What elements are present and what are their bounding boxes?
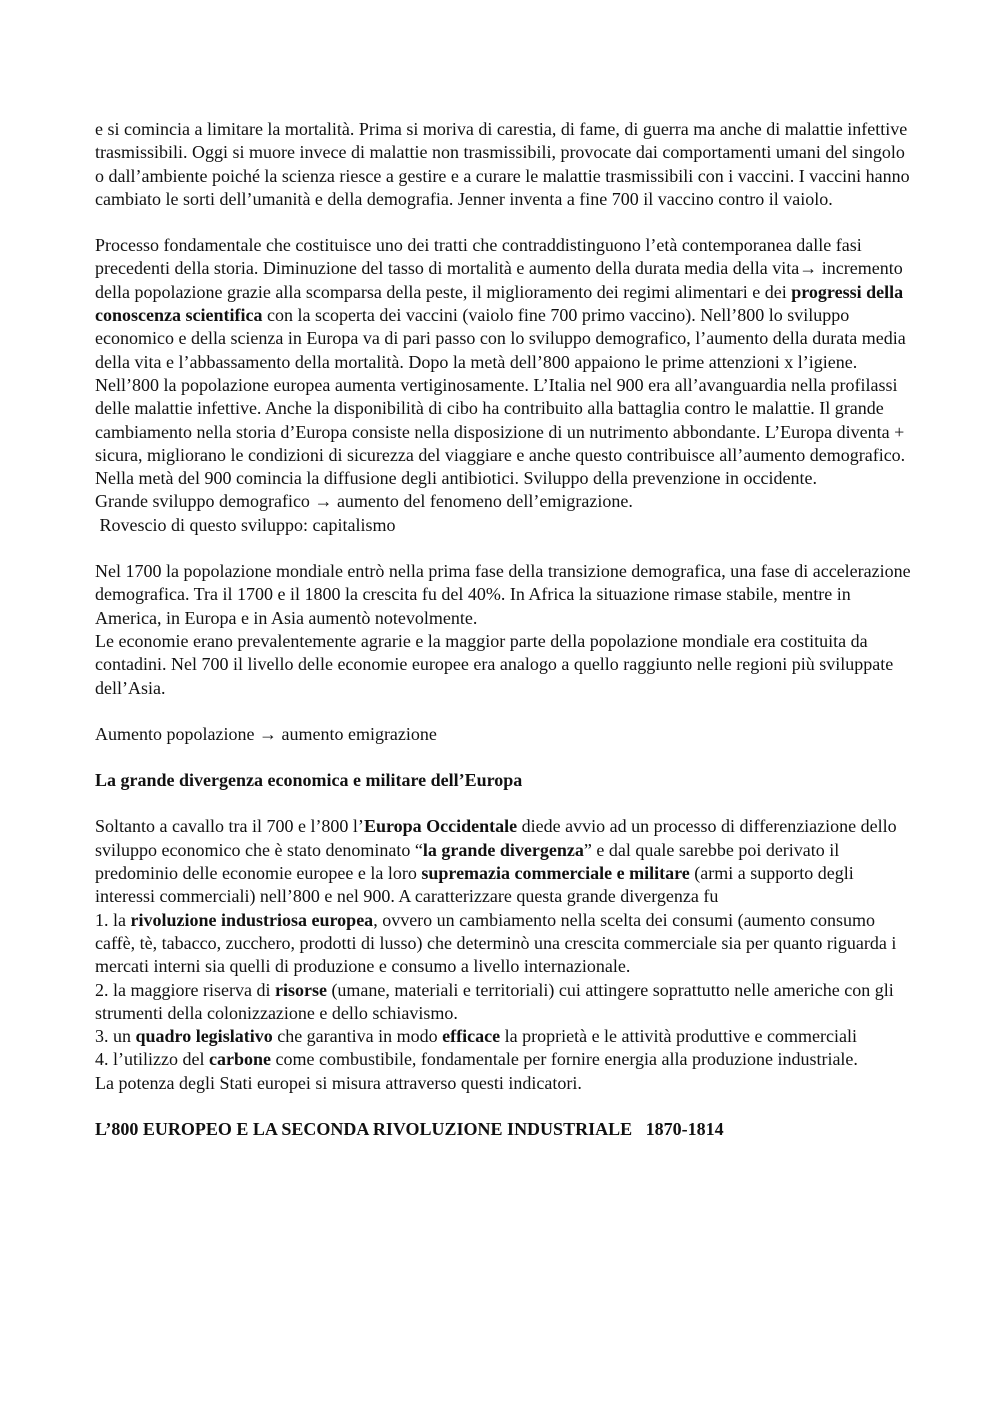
paragraph-emigration (95, 490, 915, 513)
text-run: con la scoperta dei vaccini (vaiolo fine 700 primo vaccino). Nell’800 lo sviluppo economico e della scienza in Europa va di pari passo con lo sviluppo demografico, l’aumento della durata media della vita e l’abbassamento della mortalità. Dopo la metà dell’800 appaiono le prime attenzioni x l’igiene. Nell’800 la popolazione europea aumenta vertiginosamente. L’Italia nel 900 era all’avanguardia nella profilassi delle malattie infettive. Anche la disponibilità di cibo ha contribuito alla battaglia contro le malattie. Il grande cambiamento nella storia d’Europa consiste nella disposizione di un nutrimento abbondante. L’Europa diventa + sicura, migliorano le condizioni di sicurezza del viaggiare e anche questo contribuisce all’aumento demografico. (95, 305, 906, 465)
paragraph-capitalism: Rovescio di questo sviluppo: capitalismo (95, 514, 396, 535)
text-run: , ovvero un cambiamento nella scelta dei consumi (aumento consumo caffè, tè, tabacco, zucchero, prodotti di lusso) che determinò una crescita commerciale sia per quanto riguarda i mercati interni sia quelli di produzione e consumo a livello internazionale. (95, 909, 897, 977)
text-run: ” e dal quale sarebbe poi derivato il predominio delle economie europee e la loro (95, 839, 840, 884)
paragraph-indicators: La potenza degli Stati europei si misura attraverso questi indicatori. (95, 1072, 582, 1093)
text-run: Aumento popolazione (95, 723, 259, 744)
list-item (95, 909, 915, 979)
section-heading-second-industrial-revolution: L’800 EUROPEO E LA SECONDA RIVOLUZIONE INDUSTRIALE 1870-1814 (95, 1118, 724, 1139)
list-item (95, 979, 915, 1026)
arrow-icon: → (799, 258, 818, 279)
text-run: 2. la maggiore riserva di (95, 979, 275, 1000)
paragraph-demographic-process (95, 234, 915, 467)
bold-text: efficace (442, 1026, 501, 1047)
paragraph-gap (95, 537, 915, 560)
paragraph-antibiotics: Nella metà del 900 comincia la diffusione degli antibiotici. Sviluppo della prevenzione in occidente. (95, 468, 817, 489)
bold-text: supremazia commerciale e militare (421, 863, 690, 884)
list-item (95, 1048, 915, 1071)
bold-text: la grande divergenza (422, 839, 584, 860)
bold-text: quadro legislativo (135, 1026, 273, 1047)
arrow-icon: → (258, 723, 277, 744)
text-run: la proprietà e le attività produttive e commerciali (500, 1026, 857, 1047)
paragraph-gap (95, 792, 915, 815)
paragraph-population-emigration (95, 723, 915, 746)
text-run: aumento del fenomeno dell’emigrazione. (332, 491, 633, 512)
bold-text: risorse (274, 979, 327, 1000)
paragraph-gap (95, 746, 915, 769)
text-run: (umane, materiali e territoriali) cui attingere soprattutto nelle americhe con gli strumenti della colonizzazione e dello schiavismo. (95, 979, 894, 1023)
text-run: 3. un (95, 1026, 136, 1047)
text-run: incremento della popolazione grazie alla scomparsa della peste, il miglioramento dei regimi alimentari e dei (95, 258, 903, 302)
list-item (95, 1025, 915, 1048)
text-run: Processo fondamentale che costituisce uno dei tratti che contraddistinguono l’età contemporanea dalle fasi precedenti della storia. Diminuzione del tasso di mortalità e aumento della durata media della vita (95, 235, 862, 279)
bold-text: progressi della conoscenza scientifica (95, 281, 904, 326)
paragraph-gap (95, 211, 915, 234)
paragraph-gap (95, 700, 915, 723)
text-run: 4. l’utilizzo del (95, 1049, 209, 1070)
bold-text: rivoluzione industriosa europea (130, 909, 374, 930)
paragraph-agrarian-economies: Le economie erano prevalentemente agrarie e la maggior parte della popolazione mondiale era costituita da contadini. Nel 700 il livello delle economie europee era analogo a quello raggiunto nelle regioni più sviluppate dell’Asia. (95, 630, 894, 698)
section-heading-divergence: La grande divergenza economica e militare dell’Europa (95, 770, 523, 791)
text-run: che garantiva in modo (272, 1026, 443, 1047)
paragraph-1700-population: Nel 1700 la popolazione mondiale entrò nella prima fase della transizione demografica, una fase di accelerazione demografica. Tra il 1700 e il 1800 la crescita fu del 40%. In Africa la situazione rimase stabile, mentre in America, in Europa e in Asia aumentò notevolmente. (95, 561, 911, 628)
bold-text: carbone (208, 1049, 271, 1070)
paragraph-mortality: e si comincia a limitare la mortalità. Prima si moriva di carestia, di fame, di guerra ma anche di malattie infettive trasmissibili. Oggi si muore invece di malattie non trasmissibili, provocate dai comportamenti umani del singolo o dall’ambiente poiché la scienza riesce a gestire e a curare le malattie trasmissibili con i vaccini. I vaccini hanno cambiato le sorti dell’umanità e della demografia. Jenner inventa a fine 700 il vaccino contro il vaiolo. (95, 119, 910, 209)
document-page (95, 118, 915, 1141)
text-run: (armi a supporto degli interessi commerciali) nell’800 e nel 900. A caratterizzare questa grande divergenza fu (95, 863, 854, 907)
arrow-icon: → (314, 491, 333, 512)
paragraph-gap (95, 1095, 915, 1118)
text-run: 1. la (95, 909, 131, 930)
paragraph-divergence-intro (95, 815, 915, 908)
text-run: come combustibile, fondamentale per fornire energia alla produzione industriale. (270, 1049, 858, 1070)
text-run: Grande sviluppo demografico (95, 491, 315, 512)
text-run: diede avvio ad un processo di differenziazione dello sviluppo economico che è stato denominato “ (95, 816, 897, 860)
bold-text: Europa Occidentale (363, 816, 518, 837)
text-run: aumento emigrazione (276, 723, 437, 744)
text-run: Soltanto a cavallo tra il 700 e l’800 l’ (95, 816, 364, 837)
